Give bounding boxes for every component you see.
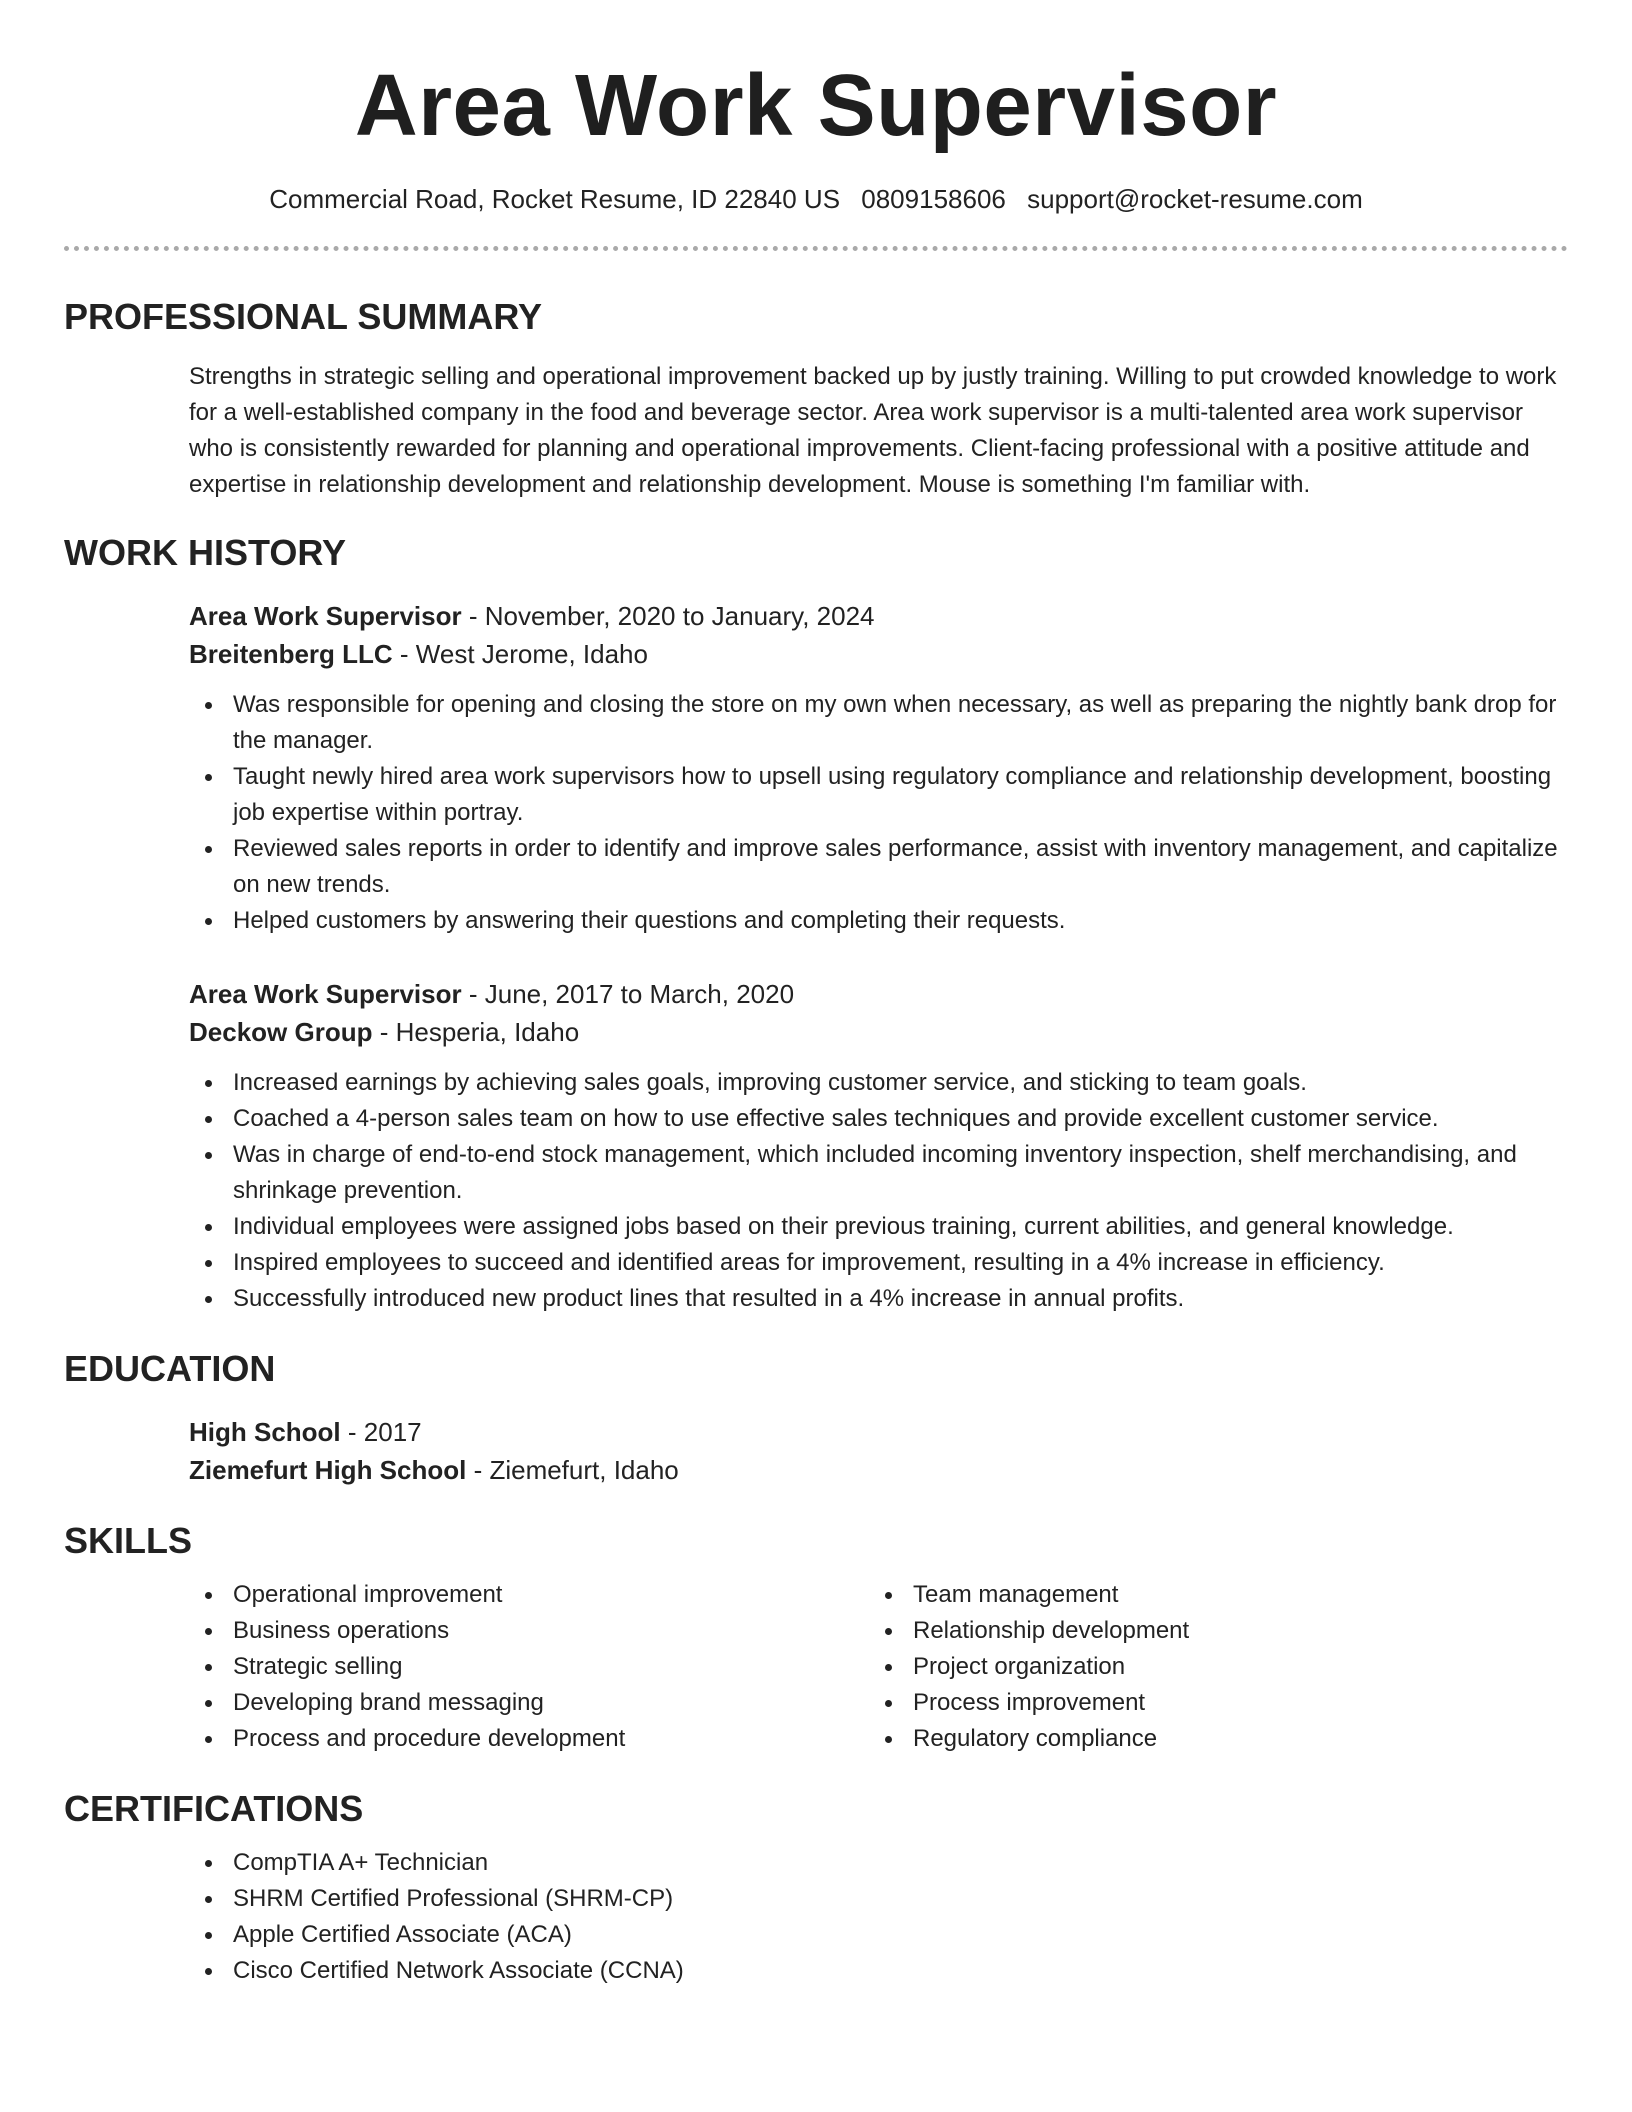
certifications-list <box>189 1845 1568 1989</box>
skill-item: Business operations <box>189 1613 869 1649</box>
contact-email: support@rocket-resume.com <box>1027 184 1363 214</box>
job-dates: - June, 2017 to March, 2020 <box>461 979 795 1009</box>
skill-item: Relationship development <box>869 1613 1549 1649</box>
job-bullet: Was in charge of end-to-end stock management, which included incoming inventory inspection, shelf merchandising, and shrinkage prevention. <box>189 1137 1568 1209</box>
job-bullet: Taught newly hired area work supervisors how to upsell using regulatory compliance and relationship development, boosting job expertise within portray. <box>189 759 1568 831</box>
skill-item: Project organization <box>869 1649 1549 1685</box>
job-role-line <box>189 597 1568 635</box>
skill-item: Regulatory compliance <box>869 1721 1549 1757</box>
job-bullet: Successfully introduced new product lines that resulted in a 4% increase in annual profits. <box>189 1281 1568 1317</box>
skill-item: Developing brand messaging <box>189 1685 869 1721</box>
job-location: - West Jerome, Idaho <box>392 639 648 669</box>
work-history-section <box>64 597 1568 1317</box>
contact-address: Commercial Road, Rocket Resume, ID 22840 US <box>269 184 841 214</box>
work-history-heading: WORK HISTORY <box>64 532 347 573</box>
job-bullet: Increased earnings by achieving sales goals, improving customer service, and sticking to team goals. <box>189 1065 1568 1101</box>
summary-heading: PROFESSIONAL SUMMARY <box>64 296 543 337</box>
skill-item: Process and procedure development <box>189 1721 869 1757</box>
job-role: Area Work Supervisor <box>189 979 462 1009</box>
summary-section <box>64 359 1568 503</box>
education-location: - Ziemefurt, Idaho <box>466 1455 679 1485</box>
education-year: - 2017 <box>340 1417 422 1447</box>
job-bullet: Inspired employees to succeed and identified areas for improvement, resulting in a 4% increase in efficiency. <box>189 1245 1568 1281</box>
education-degree: High School <box>189 1417 341 1447</box>
job-entry <box>189 975 1568 1317</box>
job-bullet: Coached a 4-person sales team on how to use effective sales techniques and provide excellent customer service. <box>189 1101 1568 1137</box>
skill-item: Process improvement <box>869 1685 1549 1721</box>
education-heading: EDUCATION <box>64 1348 276 1389</box>
certifications-section <box>64 1845 1568 1989</box>
page-title: Area Work Supervisor <box>354 57 1278 154</box>
contact-phone: 0809158606 <box>861 184 1006 214</box>
skill-item: Team management <box>869 1577 1549 1613</box>
job-bullets <box>189 1065 1568 1317</box>
skills-heading: SKILLS <box>64 1520 193 1561</box>
education-school-line <box>189 1451 1568 1489</box>
contact-line <box>64 182 1568 216</box>
skills-columns <box>189 1577 1568 1757</box>
certification-item: SHRM Certified Professional (SHRM-CP) <box>189 1881 1568 1917</box>
education-school: Ziemefurt High School <box>189 1455 467 1485</box>
job-role: Area Work Supervisor <box>189 601 462 631</box>
education-section <box>64 1413 1568 1489</box>
skills-list-left <box>189 1577 869 1757</box>
skill-item: Strategic selling <box>189 1649 869 1685</box>
certification-item: CompTIA A+ Technician <box>189 1845 1568 1881</box>
job-location: - Hesperia, Idaho <box>372 1017 580 1047</box>
skills-list-right <box>869 1577 1549 1757</box>
job-company: Breitenberg LLC <box>189 639 393 669</box>
job-entry <box>189 597 1568 939</box>
job-bullets <box>189 687 1568 939</box>
header-divider <box>64 246 1568 251</box>
job-role-line <box>189 975 1568 1013</box>
job-company-line <box>189 1013 1568 1051</box>
job-bullet: Reviewed sales reports in order to identify and improve sales performance, assist with inventory management, and capitalize on new trends. <box>189 831 1568 903</box>
summary-text: Strengths in strategic selling and operational improvement backed up by justly training. Willing to put crowded knowledge to work for a well-established company in the food and beverage sector. Area work supervisor is a multi-talented area work supervisor who is consistently rewarded for planning and operational improvements. Client-facing professional with a positive attitude and expertise in relationship development and relationship development. Mouse is something I'm familiar with. <box>189 363 1557 498</box>
certification-item: Cisco Certified Network Associate (CCNA) <box>189 1953 1568 1989</box>
job-bullet: Helped customers by answering their questions and completing their requests. <box>189 903 1568 939</box>
certification-item: Apple Certified Associate (ACA) <box>189 1917 1568 1953</box>
job-bullet: Individual employees were assigned jobs based on their previous training, current abilities, and general knowledge. <box>189 1209 1568 1245</box>
education-degree-line <box>189 1413 1568 1451</box>
skills-section <box>64 1577 1568 1757</box>
job-company: Deckow Group <box>189 1017 373 1047</box>
resume-page <box>64 0 1568 1989</box>
certifications-heading: CERTIFICATIONS <box>64 1788 364 1829</box>
job-dates: - November, 2020 to January, 2024 <box>461 601 875 631</box>
skill-item: Operational improvement <box>189 1577 869 1613</box>
job-company-line <box>189 635 1568 673</box>
job-bullet: Was responsible for opening and closing the store on my own when necessary, as well as preparing the nightly bank drop for the manager. <box>189 687 1568 759</box>
